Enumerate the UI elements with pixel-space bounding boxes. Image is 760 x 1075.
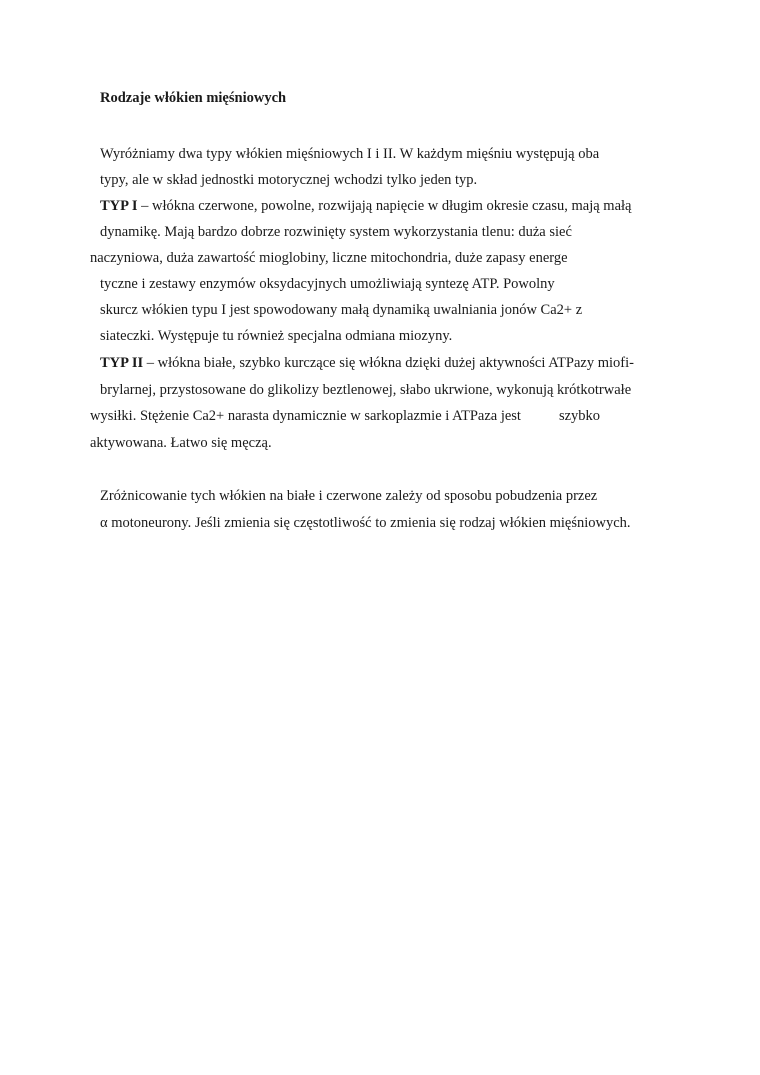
paragraph-line-12: aktywowana. Łatwo się męczą. (90, 435, 272, 451)
paragraph-line-14: α motoneurony. Jeśli zmienia się częstotliwość to zmienia się rodzaj włókien mięśniowych. (100, 515, 631, 531)
paragraph-line-11 (90, 406, 600, 426)
paragraph-line-1: Wyróżniamy dwa typy włókien mięśniowych I i II. W każdym mięśniu występują oba (100, 146, 600, 162)
paragraph-line-10: brylarnej, przystosowane do glikolizy beztlenowej, słabo ukrwione, wykonują krótkotrwałe (100, 382, 632, 398)
page-title: Rodzaje włókien mięśniowych (100, 90, 287, 106)
typ-1-text: – włókna czerwone, powolne, rozwijają napięcie w długim okresie czasu, mają małą (137, 198, 632, 214)
paragraph-line-2: typy, ale w skład jednostki motorycznej wchodzi tylko jeden typ. (100, 172, 478, 188)
typ-2-label: TYP II (100, 355, 144, 371)
paragraph-line-3 (100, 196, 632, 216)
paragraph-line-8: siateczki. Występuje tu również specjalna odmiana miozyny. (100, 328, 453, 344)
paragraph-line-9 (100, 353, 634, 373)
paragraph-line-13: Zróżnicowanie tych włókien na białe i czerwone zależy od sposobu pobudzenia przez (100, 488, 598, 504)
paragraph-line-7: skurcz włókien typu I jest spowodowany małą dynamiką uwalniania jonów Ca2+ z (100, 302, 583, 318)
paragraph-line-4: dynamikę. Mają bardzo dobrze rozwinięty system wykorzystania tlenu: duża sieć (100, 224, 572, 240)
paragraph-line-6: tyczne i zestawy enzymów oksydacyjnych umożliwiają syntezę ATP. Powolny (100, 276, 555, 292)
line-11-part-b: szybko (558, 408, 601, 424)
typ-2-text: – włókna białe, szybko kurczące się włókna dzięki dużej aktywności ATPazy miofi- (143, 355, 634, 371)
line-11-part-a: wysiłki. Stężenie Ca2+ narasta dynamicznie w sarkoplazmie i ATPaza jest (90, 408, 521, 424)
paragraph-line-5: naczyniowa, duża zawartość mioglobiny, liczne mitochondria, duże zapasy energe (90, 250, 568, 266)
typ-1-label: TYP I (100, 198, 138, 214)
